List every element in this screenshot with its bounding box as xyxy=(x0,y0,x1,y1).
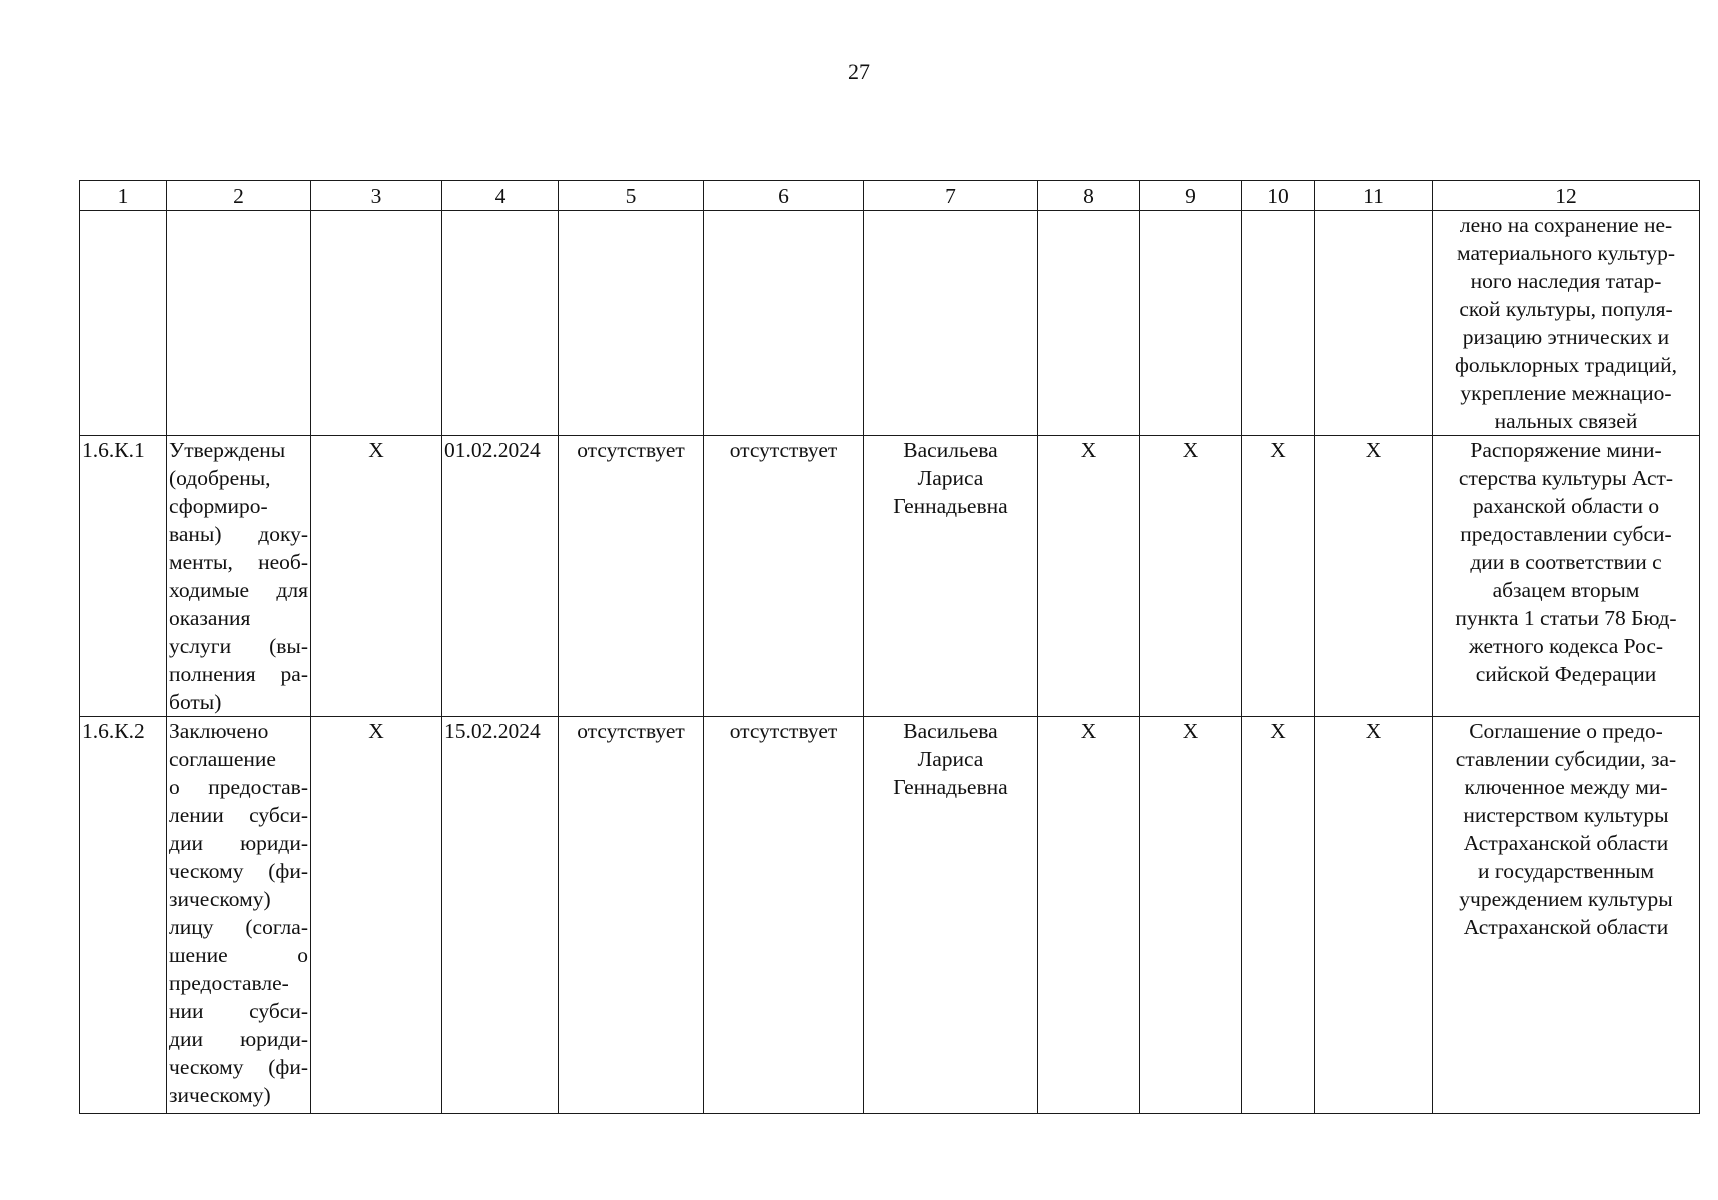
header-cell: 10 xyxy=(1242,181,1315,211)
header-cell: 3 xyxy=(311,181,442,211)
cell-line: ризацию этнических и xyxy=(1462,325,1670,349)
table-header-row xyxy=(80,181,1700,211)
table-cell xyxy=(1315,211,1433,436)
header-cell: 7 xyxy=(864,181,1038,211)
cell-line: стерства культуры Аст- xyxy=(1458,466,1674,490)
document-cell xyxy=(1433,211,1700,436)
header-cell: 8 xyxy=(1038,181,1140,211)
table-row xyxy=(80,717,1700,1114)
cell-line: Васильева xyxy=(903,719,998,743)
table-cell: X xyxy=(1242,717,1315,1114)
cell-line: ваны) доку- xyxy=(169,522,308,546)
cell-line: лицу (согла- xyxy=(169,915,308,939)
table-cell: X xyxy=(311,717,442,1114)
header-cell: 12 xyxy=(1433,181,1700,211)
cell-line: полнения ра- xyxy=(169,662,308,686)
cell-line: Заключено xyxy=(169,719,269,743)
table-cell: X xyxy=(1140,436,1242,717)
row-number-cell: 1.6.К.1 xyxy=(80,436,167,717)
cell-line: ключенное между ми- xyxy=(1464,775,1668,799)
cell-line: менты, необ- xyxy=(169,550,308,574)
cell-line: зическому) xyxy=(169,1083,271,1107)
cell-line: учреждением культуры xyxy=(1459,887,1673,911)
header-cell: 6 xyxy=(704,181,864,211)
cell-line: шение о xyxy=(169,943,308,967)
table-cell: X xyxy=(1038,717,1140,1114)
cell-line: Утверждены xyxy=(169,438,286,462)
cell-line: и государственным xyxy=(1478,859,1654,883)
table-cell: отсутствует xyxy=(704,717,864,1114)
table-cell xyxy=(442,211,559,436)
cell-line: дии юриди- xyxy=(169,1027,308,1051)
row-number-cell: 1.6.К.2 xyxy=(80,717,167,1114)
cell-line: сформиро- xyxy=(169,494,268,518)
cell-line: предоставле- xyxy=(169,971,289,995)
event-name-cell xyxy=(167,717,311,1114)
cell-line: Лариса xyxy=(917,747,984,771)
cell-line: нальных связей xyxy=(1494,409,1638,433)
cell-line: Васильева xyxy=(903,438,998,462)
cell-line: ходимые для xyxy=(169,578,308,602)
responsible-cell xyxy=(864,436,1038,717)
cell-line: Астраханской области xyxy=(1463,915,1669,939)
cell-line: Распоряжение мини- xyxy=(1470,438,1662,462)
event-name-cell xyxy=(167,436,311,717)
cell-line: абзацем вторым xyxy=(1492,578,1640,602)
table-cell xyxy=(704,211,864,436)
cell-line: соглашение xyxy=(169,747,276,771)
cell-line: оказания xyxy=(169,606,251,630)
table-cell xyxy=(311,211,442,436)
cell-line: услуги (вы- xyxy=(169,634,308,658)
cell-line: нистерством культуры xyxy=(1463,803,1669,827)
row-number-cell xyxy=(80,211,167,436)
cell-line: (одобрены, xyxy=(169,466,271,490)
cell-line: Геннадьевна xyxy=(893,494,1008,518)
cell-line: укрепление межнацио- xyxy=(1460,381,1672,405)
table-cell: отсутствует xyxy=(704,436,864,717)
control-date-cell: 01.02.2024 xyxy=(442,436,559,717)
cell-line: зическому) xyxy=(169,887,271,911)
table-cell xyxy=(559,211,704,436)
cell-line: сийской Федерации xyxy=(1475,662,1657,686)
cell-line: предоставлении субси- xyxy=(1460,522,1672,546)
cell-line: жетного кодекса Рос- xyxy=(1468,634,1664,658)
cell-line: боты) xyxy=(169,690,222,714)
responsible-cell xyxy=(864,211,1038,436)
cell-line: Астраханской области xyxy=(1463,831,1669,855)
table-row xyxy=(80,211,1700,436)
document-cell xyxy=(1433,436,1700,717)
table-cell: отсутствует xyxy=(559,717,704,1114)
cell-line: дии в соответствии с xyxy=(1470,550,1662,574)
table-cell: X xyxy=(311,436,442,717)
cell-line: ской культуры, популя- xyxy=(1459,297,1673,321)
table-cell: X xyxy=(1038,436,1140,717)
cell-line: нии субси- xyxy=(169,999,308,1023)
cell-line: фольклорных традиций, xyxy=(1455,353,1677,377)
cell-line: ческому (фи- xyxy=(169,1055,308,1079)
responsible-cell xyxy=(864,717,1038,1114)
table-row xyxy=(80,436,1700,717)
cell-line: ного наследия татар- xyxy=(1470,269,1662,293)
plan-table xyxy=(79,180,1700,1114)
table-cell xyxy=(1140,211,1242,436)
header-cell: 4 xyxy=(442,181,559,211)
table-cell: X xyxy=(1315,717,1433,1114)
cell-line: лено на сохранение не- xyxy=(1459,213,1673,237)
cell-line: о предостав- xyxy=(169,775,308,799)
cell-line: раханской области о xyxy=(1472,494,1660,518)
page-number: 27 xyxy=(848,59,870,84)
cell-line: Соглашение о предо- xyxy=(1469,719,1663,743)
cell-line: лении субси- xyxy=(169,803,308,827)
cell-line: пункта 1 статьи 78 Бюд- xyxy=(1455,606,1677,630)
table-cell: X xyxy=(1140,717,1242,1114)
header-cell: 1 xyxy=(80,181,167,211)
control-date-cell: 15.02.2024 xyxy=(442,717,559,1114)
table-cell: X xyxy=(1242,436,1315,717)
header-cell: 5 xyxy=(559,181,704,211)
cell-line: материального культур- xyxy=(1456,241,1675,265)
header-cell: 2 xyxy=(167,181,311,211)
table-cell xyxy=(1242,211,1315,436)
table-cell: X xyxy=(1315,436,1433,717)
cell-line: Геннадьевна xyxy=(893,775,1008,799)
header-cell: 11 xyxy=(1315,181,1433,211)
cell-line: ческому (фи- xyxy=(169,859,308,883)
table-cell: отсутствует xyxy=(559,436,704,717)
header-cell: 9 xyxy=(1140,181,1242,211)
document-cell xyxy=(1433,717,1700,1114)
table-cell xyxy=(1038,211,1140,436)
cell-line: дии юриди- xyxy=(169,831,308,855)
event-name-cell xyxy=(167,211,311,436)
cell-line: Лариса xyxy=(917,466,984,490)
cell-line: ставлении субсидии, за- xyxy=(1455,747,1677,771)
